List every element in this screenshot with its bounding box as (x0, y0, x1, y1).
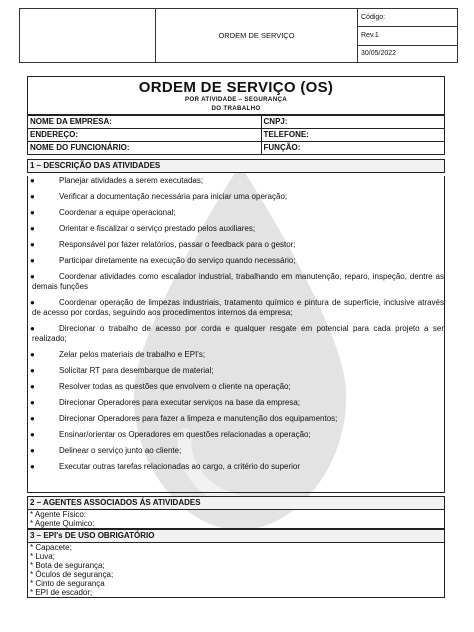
bullet-icon: ● (30, 176, 35, 185)
epi-item: * Capacete; (30, 543, 72, 552)
epi-item: * EPI de escador; (30, 588, 93, 597)
form-subtitle-2: DO TRABALHO (211, 105, 261, 112)
empresa-field[interactable]: NOME DA EMPRESA: (28, 116, 262, 129)
codigo-label: Código: (358, 9, 458, 27)
bullet-icon: ● (30, 462, 35, 471)
form-subtitle-1: POR ATIVIDADE – SEGURANÇA (184, 96, 288, 103)
activity-item (28, 176, 444, 186)
activity-text: Coordenar atividades como escalador industrial, trabalhando em manutenção, reparo, inspeção, dentre as demais funções (32, 272, 444, 291)
bullet-icon: ● (30, 398, 35, 407)
form-title: ORDEM DE SERVIÇO (OS) (138, 79, 334, 96)
bullet-icon: ● (30, 298, 35, 307)
activity-item (28, 430, 444, 440)
activity-text: Direcionar Operadores para fazer a limpeza e manutenção dos equipamentos; (59, 414, 338, 423)
agent-item: * Agente Químico: (30, 519, 95, 528)
agent-item: * Agente Físico: (30, 510, 87, 519)
activity-text: Planejar atividades a serem executadas; (59, 176, 204, 185)
bullet-icon: ● (30, 430, 35, 439)
activity-item (28, 324, 444, 344)
activity-item (28, 298, 444, 318)
activity-item (28, 208, 444, 218)
section1-heading: 1 – DESCRIÇÃO DAS ATIVIDADES (27, 159, 445, 173)
activity-text: Responsável por fazer relatórios, passar o feedback para o gestor; (59, 240, 296, 249)
activities-list (27, 176, 445, 493)
activity-item (28, 240, 444, 250)
activity-item (28, 462, 444, 472)
revision-date: 30/05/2022 (358, 45, 458, 62)
document-header (19, 8, 458, 63)
funcao-field[interactable]: FUNÇÃO: (261, 142, 444, 155)
epi-item: * Cinto de segurança (30, 579, 105, 588)
activity-text: Executar outras tarefas relacionadas ao cargo, a critério do superior (59, 462, 301, 471)
activity-text: Direcionar o trabalho de acesso por corda e qualquer resgate em potencial para cada projeto a ser realizado; (32, 324, 444, 343)
revision: Rev.1 (358, 27, 458, 45)
bullet-icon: ● (30, 192, 35, 201)
bullet-icon: ● (30, 256, 35, 265)
form-title-block (27, 76, 445, 115)
epi-item: * Bota de segurança; (30, 561, 105, 570)
bullet-icon: ● (30, 240, 35, 249)
activity-item (28, 398, 444, 408)
bullet-icon: ● (30, 366, 35, 375)
section3-heading: 3 – EPI's DE USO OBRIGATÓRIO (27, 529, 445, 543)
activity-item (28, 382, 444, 392)
activity-text: Direcionar Operadores para executar serviços na base da empresa; (59, 398, 301, 407)
epi-item: * Óculos de segurança; (30, 570, 114, 579)
bullet-icon: ● (30, 446, 35, 455)
header-title: ORDEM DE SERVIÇO (156, 9, 358, 63)
bullet-icon: ● (30, 324, 35, 333)
activity-text: Zelar pelos materiais de trabalho e EPI's; (59, 350, 206, 359)
activity-item (28, 366, 444, 376)
activity-item (28, 256, 444, 266)
agents-list (27, 510, 445, 529)
cnpj-field[interactable]: CNPJ: (261, 116, 444, 129)
activity-text: Solicitar RT para desembarque de material; (59, 366, 214, 375)
bullet-icon: ● (30, 272, 35, 281)
activity-text: Verificar a documentação necessária para iniciar uma operação; (59, 192, 288, 201)
activity-item (28, 224, 444, 234)
funcionario-field[interactable]: NOME DO FUNCIONÁRIO: (28, 142, 262, 155)
epi-list (27, 543, 445, 598)
activity-text: Coordenar operação de limpezas industriais, tratamento químico e pintura de superfície, inclusive através de acesso por cordas, seguindo aos procedimentos internos da empresa; (32, 298, 444, 317)
activity-item (28, 414, 444, 424)
epi-item: * Luva; (30, 552, 55, 561)
service-order-form (27, 76, 445, 598)
activity-item (28, 192, 444, 202)
bullet-icon: ● (30, 208, 35, 217)
telefone-field[interactable]: TELEFONE: (261, 129, 444, 142)
activity-text: Ensinar/orientar os Operadores em questões relacionadas a operação; (59, 430, 311, 439)
endereco-field[interactable]: ENDEREÇO: (28, 129, 262, 142)
activity-text: Coordenar a equipe operacional; (59, 208, 176, 217)
activity-text: Orientar e fiscalizar o serviço prestado pelos auxiliares; (59, 224, 256, 233)
section2-heading: 2 – AGENTES ASSOCIADOS ÁS ATIVIDADES (27, 496, 445, 510)
activity-text: Participar diretamente na execução do serviço quando necessário; (59, 256, 296, 265)
logo-cell (20, 9, 156, 63)
bullet-icon: ● (30, 350, 35, 359)
company-info-table (27, 115, 445, 155)
bullet-icon: ● (30, 224, 35, 233)
activity-text: Delinear o serviço junto ao cliente; (59, 446, 182, 455)
bullet-icon: ● (30, 414, 35, 423)
activity-item (28, 350, 444, 360)
activity-item (28, 272, 444, 292)
activity-item (28, 446, 444, 456)
activity-text: Resolver todas as questões que envolvem o cliente na operação; (59, 382, 291, 391)
bullet-icon: ● (30, 382, 35, 391)
